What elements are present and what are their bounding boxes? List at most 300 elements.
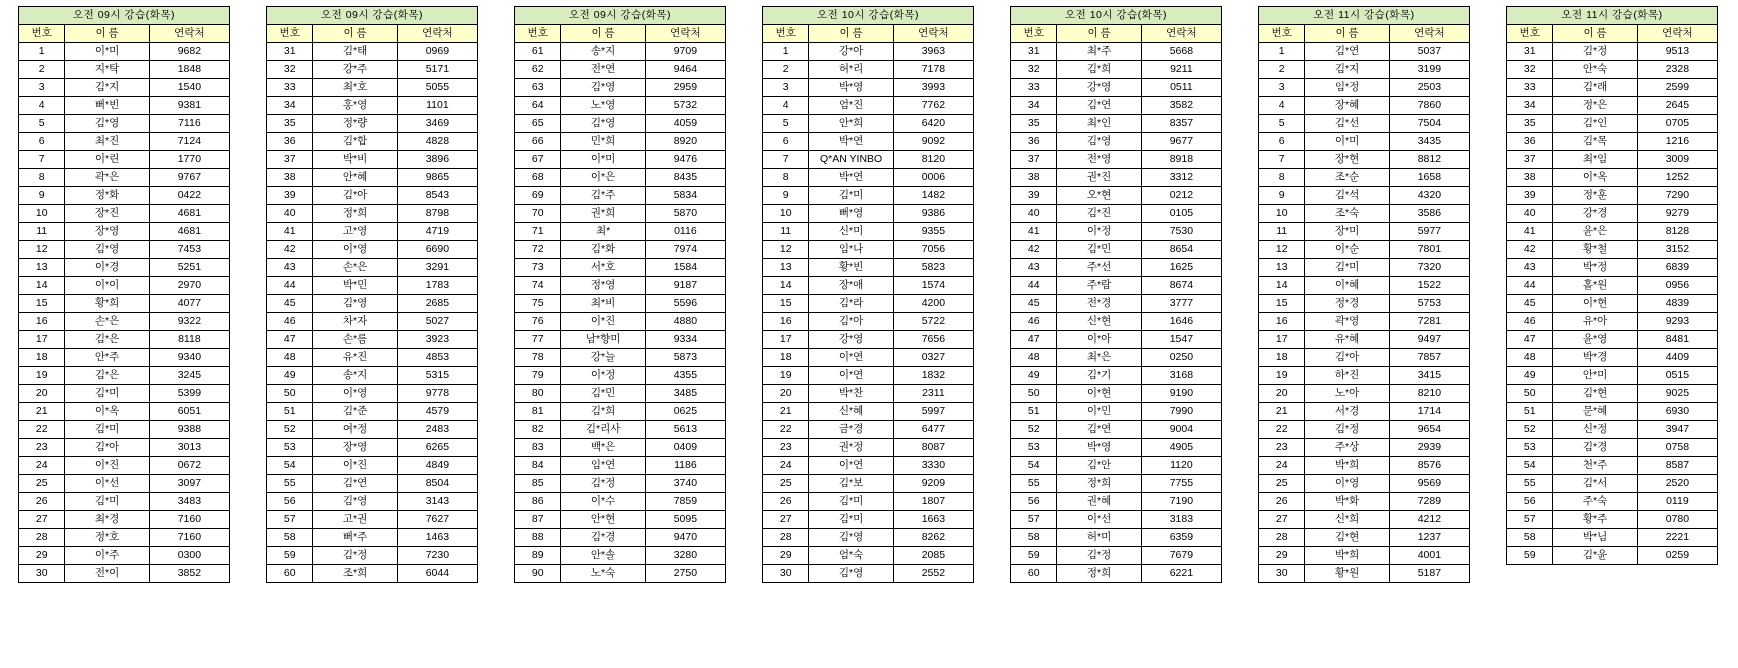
cell-contact: 0105 xyxy=(1141,205,1221,223)
cell-contact: 4409 xyxy=(1637,349,1717,367)
cell-number: 24 xyxy=(763,457,809,475)
table-row xyxy=(763,349,974,367)
cell-name: 이*주 xyxy=(65,547,149,565)
cell-name: 이*미 xyxy=(561,151,645,169)
table-row xyxy=(515,241,726,259)
table-row xyxy=(1011,511,1222,529)
cell-number: 46 xyxy=(267,313,313,331)
cell-contact: 0409 xyxy=(645,439,725,457)
table-row xyxy=(1507,277,1718,295)
cell-number: 56 xyxy=(267,493,313,511)
cell-name: 장*미 xyxy=(1305,223,1389,241)
cell-number: 2 xyxy=(19,61,65,79)
column-header-tel: 연락처 xyxy=(1389,25,1469,43)
table-row xyxy=(515,565,726,583)
cell-contact: 9778 xyxy=(397,385,477,403)
table-row xyxy=(515,187,726,205)
cell-contact: 5187 xyxy=(1389,565,1469,583)
cell-name: 남*향미 xyxy=(561,331,645,349)
cell-name: 장*영 xyxy=(313,439,397,457)
cell-contact: 0625 xyxy=(645,403,725,421)
table-row xyxy=(267,493,478,511)
cell-name: 이*진 xyxy=(313,457,397,475)
table-row xyxy=(763,547,974,565)
cell-name: 최*호 xyxy=(313,79,397,97)
cell-name: 김*기 xyxy=(1057,367,1141,385)
cell-contact: 6930 xyxy=(1637,403,1717,421)
cell-name: 윤*영 xyxy=(1553,331,1637,349)
cell-contact: 5722 xyxy=(893,313,973,331)
cell-name: 김*미 xyxy=(65,493,149,511)
cell-contact: 8576 xyxy=(1389,457,1469,475)
cell-contact: 4839 xyxy=(1637,295,1717,313)
cell-contact: 1584 xyxy=(645,259,725,277)
table-row xyxy=(1507,313,1718,331)
cell-name: 김*지 xyxy=(1305,61,1389,79)
cell-contact: 7627 xyxy=(397,511,477,529)
cell-contact: 8357 xyxy=(1141,115,1221,133)
cell-number: 67 xyxy=(515,151,561,169)
cell-contact: 5171 xyxy=(397,61,477,79)
cell-number: 27 xyxy=(763,511,809,529)
cell-contact: 0116 xyxy=(645,223,725,241)
roster-block xyxy=(1488,6,1736,565)
cell-name: 권*희 xyxy=(561,205,645,223)
table-row xyxy=(1011,421,1222,439)
cell-number: 88 xyxy=(515,529,561,547)
table-row xyxy=(763,367,974,385)
table-row xyxy=(1011,331,1222,349)
cell-number: 20 xyxy=(19,385,65,403)
cell-contact: 4200 xyxy=(893,295,973,313)
cell-number: 4 xyxy=(763,97,809,115)
roster-title: 오전 10시 강습(화목) xyxy=(763,7,974,25)
table-row xyxy=(1507,241,1718,259)
cell-number: 23 xyxy=(1259,439,1305,457)
table-row xyxy=(1011,115,1222,133)
cell-name: 주*람 xyxy=(1057,277,1141,295)
cell-name: 안*혜 xyxy=(313,169,397,187)
cell-name: 최*진 xyxy=(65,133,149,151)
table-row xyxy=(1507,295,1718,313)
roster-block xyxy=(992,6,1240,583)
cell-number: 75 xyxy=(515,295,561,313)
cell-contact: 0250 xyxy=(1141,349,1221,367)
table-row xyxy=(763,259,974,277)
cell-contact: 0119 xyxy=(1637,493,1717,511)
cell-contact: 3586 xyxy=(1389,205,1469,223)
cell-name: 김*은 xyxy=(65,367,149,385)
cell-contact: 9322 xyxy=(149,313,229,331)
table-row xyxy=(267,97,478,115)
cell-name: 김*현 xyxy=(1305,529,1389,547)
cell-name: 강*영 xyxy=(809,331,893,349)
table-row xyxy=(515,223,726,241)
cell-number: 8 xyxy=(19,169,65,187)
cell-name: 김*래 xyxy=(1553,79,1637,97)
cell-contact: 7679 xyxy=(1141,547,1221,565)
table-row xyxy=(763,511,974,529)
cell-contact: 4681 xyxy=(149,205,229,223)
table-row xyxy=(19,385,230,403)
cell-number: 42 xyxy=(1507,241,1553,259)
cell-contact: 3777 xyxy=(1141,295,1221,313)
cell-number: 36 xyxy=(267,133,313,151)
table-row xyxy=(267,223,478,241)
cell-number: 8 xyxy=(763,169,809,187)
cell-number: 30 xyxy=(1259,565,1305,583)
cell-name: 장*현 xyxy=(1305,151,1389,169)
cell-name: 김*아 xyxy=(313,187,397,205)
cell-number: 16 xyxy=(1259,313,1305,331)
cell-number: 41 xyxy=(1011,223,1057,241)
roster-block xyxy=(1240,6,1488,583)
roster-header-row xyxy=(515,25,726,43)
cell-name: 서*경 xyxy=(1305,403,1389,421)
cell-name: 정*은 xyxy=(1553,97,1637,115)
cell-number: 21 xyxy=(19,403,65,421)
cell-contact: 4853 xyxy=(397,349,477,367)
cell-number: 65 xyxy=(515,115,561,133)
roster-table xyxy=(266,6,478,583)
cell-number: 20 xyxy=(763,385,809,403)
cell-number: 59 xyxy=(1507,547,1553,565)
cell-name: 김*영 xyxy=(809,565,893,583)
table-row xyxy=(1259,187,1470,205)
cell-number: 10 xyxy=(763,205,809,223)
cell-name: 이*연 xyxy=(809,457,893,475)
cell-contact: 7860 xyxy=(1389,97,1469,115)
cell-name: 유*혜 xyxy=(1305,331,1389,349)
table-row xyxy=(267,259,478,277)
table-row xyxy=(19,295,230,313)
table-row xyxy=(1507,385,1718,403)
cell-number: 51 xyxy=(1507,403,1553,421)
cell-name: 곽*은 xyxy=(65,169,149,187)
cell-name: 이*린 xyxy=(65,151,149,169)
cell-number: 89 xyxy=(515,547,561,565)
cell-contact: 5753 xyxy=(1389,295,1469,313)
cell-number: 60 xyxy=(267,565,313,583)
cell-name: 김*정 xyxy=(1305,421,1389,439)
cell-name: 조*숙 xyxy=(1305,205,1389,223)
cell-name: 권*정 xyxy=(809,439,893,457)
roster-header-row xyxy=(267,25,478,43)
cell-number: 21 xyxy=(1259,403,1305,421)
cell-number: 58 xyxy=(1011,529,1057,547)
table-row xyxy=(1011,277,1222,295)
cell-name: 정*희 xyxy=(1057,475,1141,493)
table-row xyxy=(19,205,230,223)
cell-name: 김*미 xyxy=(65,421,149,439)
cell-number: 9 xyxy=(1259,187,1305,205)
table-row xyxy=(515,439,726,457)
table-row xyxy=(515,457,726,475)
cell-contact: 1547 xyxy=(1141,331,1221,349)
roster-block xyxy=(0,6,248,583)
cell-name: 강*주 xyxy=(313,61,397,79)
cell-number: 9 xyxy=(763,187,809,205)
cell-number: 21 xyxy=(763,403,809,421)
cell-contact: 7656 xyxy=(893,331,973,349)
cell-number: 27 xyxy=(19,511,65,529)
table-row xyxy=(515,421,726,439)
table-row xyxy=(267,61,478,79)
table-row xyxy=(1259,133,1470,151)
table-row xyxy=(763,439,974,457)
roster-header-row xyxy=(763,25,974,43)
cell-contact: 8435 xyxy=(645,169,725,187)
cell-number: 8 xyxy=(1259,169,1305,187)
cell-name: 이*수 xyxy=(561,493,645,511)
table-row xyxy=(763,169,974,187)
cell-number: 1 xyxy=(19,43,65,61)
cell-contact: 6221 xyxy=(1141,565,1221,583)
cell-name: 황*원 xyxy=(1305,565,1389,583)
cell-name: 천*주 xyxy=(1553,457,1637,475)
table-row xyxy=(1507,97,1718,115)
roster-title: 오전 11시 강습(화목) xyxy=(1259,7,1470,25)
table-row xyxy=(515,79,726,97)
cell-name: 김*선 xyxy=(1305,115,1389,133)
table-row xyxy=(19,529,230,547)
roster-title: 오전 11시 강습(화목) xyxy=(1507,7,1718,25)
roster-title: 오전 09시 강습(화목) xyxy=(19,7,230,25)
table-row xyxy=(515,259,726,277)
cell-name: 김*안 xyxy=(1057,457,1141,475)
cell-number: 48 xyxy=(267,349,313,367)
table-row xyxy=(515,151,726,169)
cell-number: 12 xyxy=(19,241,65,259)
cell-contact: 9470 xyxy=(645,529,725,547)
table-row xyxy=(1011,385,1222,403)
cell-contact: 9004 xyxy=(1141,421,1221,439)
table-row xyxy=(763,295,974,313)
cell-number: 24 xyxy=(19,457,65,475)
table-row xyxy=(1011,169,1222,187)
table-row xyxy=(19,43,230,61)
table-row xyxy=(267,529,478,547)
cell-contact: 2685 xyxy=(397,295,477,313)
cell-contact: 0956 xyxy=(1637,277,1717,295)
cell-name: 홍*영 xyxy=(313,97,397,115)
cell-name: 전*연 xyxy=(561,61,645,79)
table-row xyxy=(19,61,230,79)
cell-name: 안*숙 xyxy=(1553,61,1637,79)
cell-name: 김*지 xyxy=(65,79,149,97)
cell-number: 18 xyxy=(1259,349,1305,367)
cell-name: 주*선 xyxy=(1057,259,1141,277)
cell-contact: 1482 xyxy=(893,187,973,205)
cell-contact: 3330 xyxy=(893,457,973,475)
cell-contact: 8918 xyxy=(1141,151,1221,169)
cell-number: 56 xyxy=(1011,493,1057,511)
cell-name: 김*미 xyxy=(65,385,149,403)
cell-number: 35 xyxy=(267,115,313,133)
table-row xyxy=(1507,115,1718,133)
cell-number: 13 xyxy=(1259,259,1305,277)
table-row xyxy=(267,331,478,349)
cell-name: 오*현 xyxy=(1057,187,1141,205)
cell-name: 정*화 xyxy=(65,187,149,205)
cell-contact: 5613 xyxy=(645,421,725,439)
roster-header-row xyxy=(1507,25,1718,43)
cell-name: 뻐*주 xyxy=(313,529,397,547)
table-row xyxy=(1011,493,1222,511)
cell-number: 56 xyxy=(1507,493,1553,511)
table-row xyxy=(515,295,726,313)
table-row xyxy=(1011,565,1222,583)
cell-contact: 8118 xyxy=(149,331,229,349)
column-header-tel: 연락처 xyxy=(1141,25,1221,43)
cell-name: 김*영 xyxy=(313,493,397,511)
cell-contact: 0259 xyxy=(1637,547,1717,565)
cell-number: 10 xyxy=(1259,205,1305,223)
cell-contact: 9682 xyxy=(149,43,229,61)
cell-contact: 3199 xyxy=(1389,61,1469,79)
cell-name: 뻐*빈 xyxy=(65,97,149,115)
cell-name: 김*미 xyxy=(809,187,893,205)
cell-number: 50 xyxy=(267,385,313,403)
cell-number: 47 xyxy=(1011,331,1057,349)
cell-contact: 2939 xyxy=(1389,439,1469,457)
table-row xyxy=(1507,403,1718,421)
cell-number: 82 xyxy=(515,421,561,439)
cell-number: 11 xyxy=(19,223,65,241)
table-row xyxy=(267,277,478,295)
cell-contact: 2750 xyxy=(645,565,725,583)
cell-contact: 2085 xyxy=(893,547,973,565)
cell-contact: 4579 xyxy=(397,403,477,421)
roster-table xyxy=(1506,6,1718,565)
cell-name: 김*정 xyxy=(561,475,645,493)
cell-number: 11 xyxy=(763,223,809,241)
table-row xyxy=(1259,61,1470,79)
cell-name: 서*호 xyxy=(561,259,645,277)
cell-name: 뻐*영 xyxy=(809,205,893,223)
cell-number: 44 xyxy=(267,277,313,295)
table-row xyxy=(1507,367,1718,385)
table-row xyxy=(1011,439,1222,457)
cell-number: 5 xyxy=(1259,115,1305,133)
cell-name: 이*아 xyxy=(1057,331,1141,349)
table-row xyxy=(1507,331,1718,349)
roster-title-row xyxy=(515,7,726,25)
table-row xyxy=(267,367,478,385)
cell-number: 16 xyxy=(763,313,809,331)
table-row xyxy=(1259,97,1470,115)
table-row xyxy=(19,133,230,151)
cell-number: 18 xyxy=(19,349,65,367)
cell-contact: 8812 xyxy=(1389,151,1469,169)
cell-number: 50 xyxy=(1011,385,1057,403)
cell-number: 49 xyxy=(1507,367,1553,385)
cell-name: 이*미 xyxy=(1305,133,1389,151)
cell-contact: 9092 xyxy=(893,133,973,151)
cell-name: 이*현 xyxy=(1553,295,1637,313)
cell-name: 강*늘 xyxy=(561,349,645,367)
cell-contact: 3947 xyxy=(1637,421,1717,439)
roster-title-row xyxy=(1507,7,1718,25)
table-row xyxy=(515,133,726,151)
cell-contact: 3280 xyxy=(645,547,725,565)
cell-number: 41 xyxy=(267,223,313,241)
cell-name: 이*영 xyxy=(313,241,397,259)
cell-number: 2 xyxy=(1259,61,1305,79)
table-row xyxy=(763,457,974,475)
cell-number: 43 xyxy=(1507,259,1553,277)
cell-number: 5 xyxy=(763,115,809,133)
cell-contact: 1807 xyxy=(893,493,973,511)
cell-contact: 4719 xyxy=(397,223,477,241)
table-row xyxy=(1259,115,1470,133)
cell-contact: 7504 xyxy=(1389,115,1469,133)
cell-number: 70 xyxy=(515,205,561,223)
cell-name: 김*라 xyxy=(809,295,893,313)
table-row xyxy=(19,349,230,367)
cell-number: 46 xyxy=(1011,313,1057,331)
roster-table xyxy=(762,6,974,583)
table-row xyxy=(515,331,726,349)
roster-block xyxy=(496,6,744,583)
table-row xyxy=(1011,43,1222,61)
cell-number: 11 xyxy=(1259,223,1305,241)
table-row xyxy=(763,187,974,205)
table-row xyxy=(1259,295,1470,313)
table-row xyxy=(515,313,726,331)
column-header-no: 번호 xyxy=(19,25,65,43)
cell-name: 장*애 xyxy=(809,277,893,295)
cell-name: 전*경 xyxy=(1057,295,1141,313)
cell-number: 19 xyxy=(1259,367,1305,385)
cell-number: 3 xyxy=(1259,79,1305,97)
cell-contact: 2328 xyxy=(1637,61,1717,79)
table-row xyxy=(1011,403,1222,421)
cell-contact: 5977 xyxy=(1389,223,1469,241)
cell-number: 55 xyxy=(267,475,313,493)
cell-contact: 4355 xyxy=(645,367,725,385)
cell-contact: 2970 xyxy=(149,277,229,295)
cell-name: 노*숙 xyxy=(561,565,645,583)
cell-contact: 4320 xyxy=(1389,187,1469,205)
cell-name: 김*연 xyxy=(1305,43,1389,61)
roster-header-row xyxy=(1259,25,1470,43)
cell-contact: 8674 xyxy=(1141,277,1221,295)
cell-name: 김*민 xyxy=(561,385,645,403)
cell-contact: 9677 xyxy=(1141,133,1221,151)
table-row xyxy=(267,349,478,367)
cell-number: 16 xyxy=(19,313,65,331)
cell-number: 12 xyxy=(763,241,809,259)
cell-contact: 3963 xyxy=(893,43,973,61)
table-row xyxy=(1507,457,1718,475)
table-row xyxy=(19,277,230,295)
cell-contact: 9865 xyxy=(397,169,477,187)
cell-name: 김*준 xyxy=(313,403,397,421)
cell-number: 63 xyxy=(515,79,561,97)
table-row xyxy=(19,151,230,169)
table-row xyxy=(1011,151,1222,169)
cell-name: 강*영 xyxy=(1057,79,1141,97)
cell-number: 52 xyxy=(267,421,313,439)
cell-contact: 1625 xyxy=(1141,259,1221,277)
cell-contact: 1252 xyxy=(1637,169,1717,187)
cell-number: 61 xyxy=(515,43,561,61)
table-row xyxy=(1011,79,1222,97)
table-row xyxy=(267,241,478,259)
cell-contact: 1237 xyxy=(1389,529,1469,547)
table-row xyxy=(1011,61,1222,79)
